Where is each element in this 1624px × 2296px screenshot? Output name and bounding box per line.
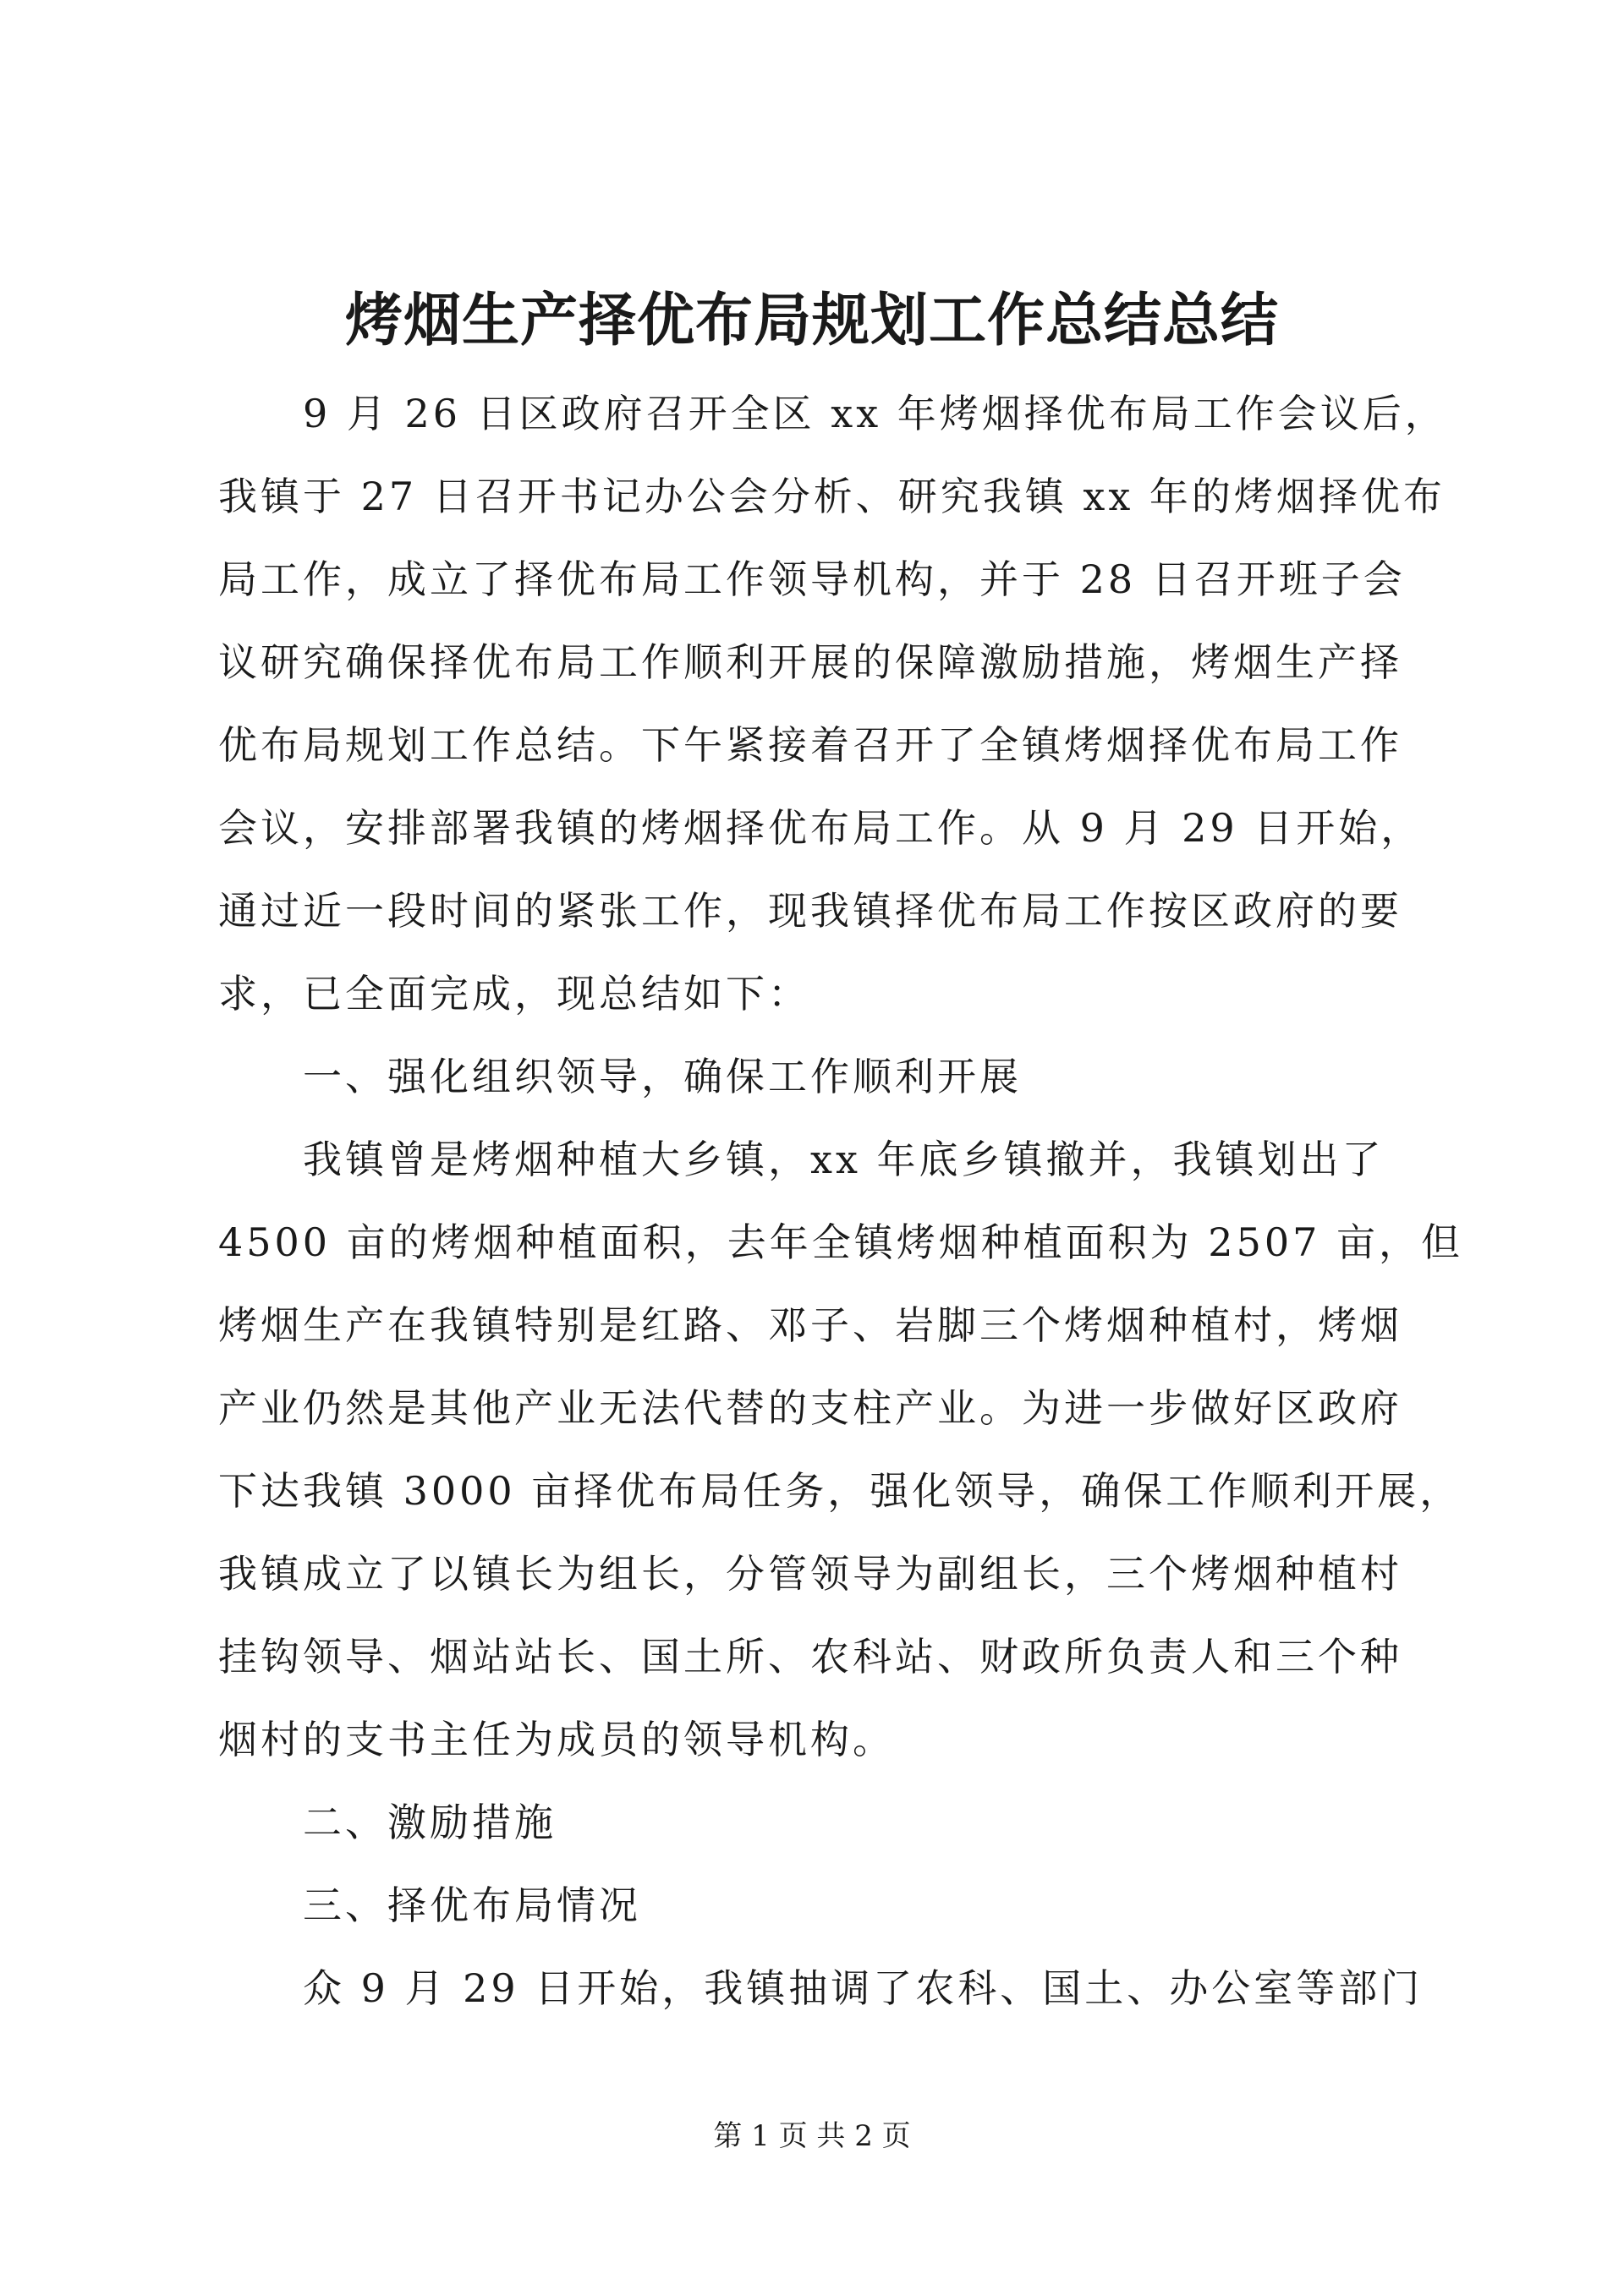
paragraph-line: 我镇曾是烤烟种植大乡镇，xx 年底乡镇撤并，我镇划出了 [303, 1137, 1385, 1182]
document-body [218, 372, 1463, 2030]
paragraph-line: 求，已全面完成，现总结如下： [218, 971, 810, 1016]
paragraph-line: 通过近一段时间的紧张工作，现我镇择优布局工作按区政府的要 [218, 888, 1402, 934]
paragraph-line: 我镇成立了以镇长为组长，分管领导为副组长，三个烤烟种植村 [218, 1551, 1402, 1597]
paragraph-line: 烤烟生产在我镇特别是红路、邓子、岩脚三个烤烟种植村，烤烟 [218, 1302, 1402, 1348]
paragraph-line: 下达我镇 3000 亩择优布局任务，强化领导，确保工作顺利开展， [218, 1468, 1462, 1514]
paragraph-line: 挂钩领导、烟站站长、国土所、农科站、财政所负责人和三个种 [218, 1634, 1402, 1680]
paragraph-line: 烟村的支书主任为成员的领导机构。 [218, 1717, 895, 1762]
paragraph-line: 议研究确保择优布局工作顺利开展的保障激励措施，烤烟生产择 [218, 639, 1402, 685]
paragraph-line: 产业仍然是其他产业无法代替的支柱产业。为进一步做好区政府 [218, 1385, 1402, 1431]
paragraph-line: 会议，安排部署我镇的烤烟择优布局工作。从 9 月 29 日开始， [218, 805, 1424, 851]
paragraph-line: 9 月 26 日区政府召开全区 xx 年烤烟择优布局工作会议后， [303, 391, 1447, 436]
document-title: 烤烟生产择优布局规划工作总结总结 [344, 288, 1279, 354]
section-heading-3: 三、择优布局情况 [303, 1882, 641, 1928]
section-heading-1: 一、强化组织领导，确保工作顺利开展 [303, 1054, 1022, 1099]
paragraph-line: 优布局规划工作总结。下午紧接着召开了全镇烤烟择优布局工作 [218, 722, 1402, 768]
paragraph-line: 4500 亩的烤烟种植面积，去年全镇烤烟种植面积为 2507 亩，但 [218, 1219, 1463, 1265]
page-number-footer: 第 1 页 共 2 页 [713, 2119, 911, 2153]
paragraph-line: 局工作，成立了择优布局工作领导机构，并于 28 日召开班子会 [218, 556, 1406, 602]
section-heading-2: 二、激励措施 [303, 1800, 557, 1845]
paragraph-line: 众 9 月 29 日开始，我镇抽调了农科、国土、办公室等部门 [303, 1965, 1424, 2011]
paragraph-line: 我镇于 27 日召开书记办公会分析、研究我镇 xx 年的烤烟择优布 [218, 474, 1446, 519]
